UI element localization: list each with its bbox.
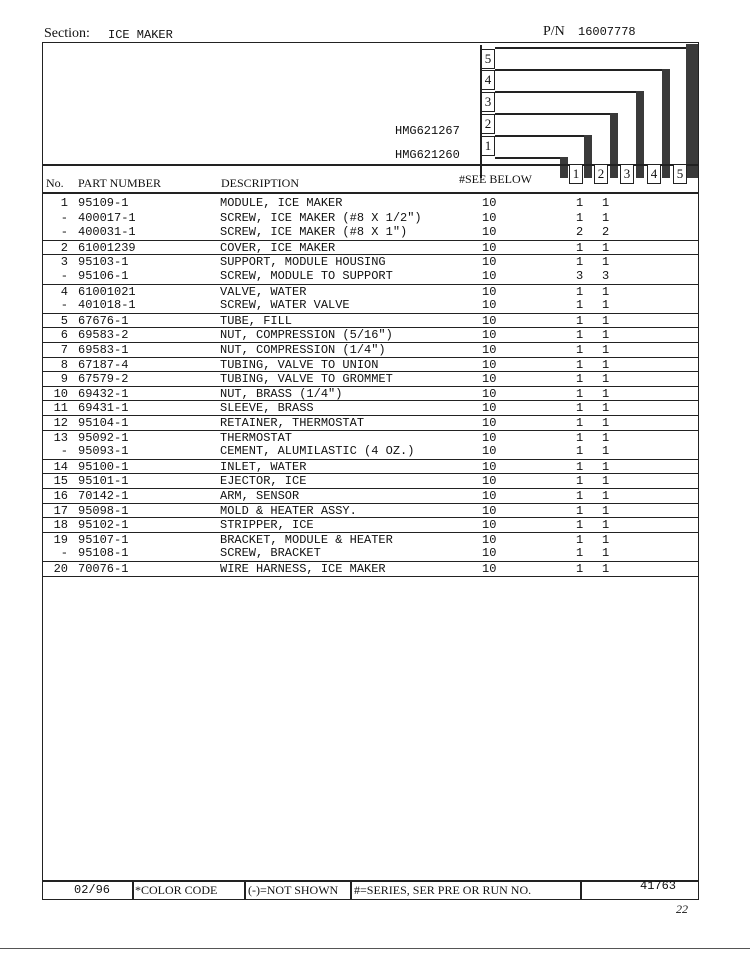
- row-qty-1: 1: [576, 532, 584, 547]
- row-description: CEMENT, ALUMILASTIC (4 OZ.): [220, 444, 415, 459]
- col-4: 4: [647, 164, 661, 184]
- row-qty-2: 1: [602, 343, 610, 357]
- footer-series: #=SERIES, SER PRE OR RUN NO.: [354, 883, 532, 897]
- footer-doc-no: 41763: [640, 879, 677, 893]
- row-qty-1: 1: [576, 284, 584, 299]
- row-description: WIRE HARNESS, ICE MAKER: [220, 562, 386, 576]
- row-qty-1: 1: [576, 298, 584, 313]
- row-qty-2: 1: [602, 313, 610, 328]
- row-code: 10: [482, 343, 497, 357]
- row-code: 10: [482, 416, 497, 430]
- row-no: 6: [60, 328, 68, 343]
- row-description: NUT, COMPRESSION (5/16"): [220, 328, 393, 343]
- row-part-number: 67187-4: [78, 357, 129, 372]
- row-qty-1: 3: [576, 269, 584, 283]
- row-description: EJECTOR, ICE: [220, 474, 307, 489]
- row-part-number: 67579-2: [78, 372, 129, 387]
- col-no: No.: [46, 176, 64, 190]
- row-code: 10: [482, 474, 497, 489]
- row-no: 2: [60, 240, 68, 255]
- row-part-number: 95103-1: [78, 255, 129, 270]
- row-part-number: 400031-1: [78, 225, 136, 240]
- row-qty-1: 1: [576, 328, 584, 343]
- row-qty-1: 1: [576, 489, 584, 503]
- row-part-number: 95101-1: [78, 474, 129, 489]
- row-qty-2: 1: [602, 430, 610, 445]
- row-code: 10: [482, 459, 497, 474]
- row-code: 10: [482, 430, 497, 445]
- table-row: [42, 473, 699, 489]
- row-qty-2: 1: [602, 503, 610, 518]
- row-qty-1: 1: [576, 459, 584, 474]
- row-qty-1: 1: [576, 518, 584, 533]
- row-qty-1: 1: [576, 401, 584, 416]
- row-qty-2: 1: [602, 284, 610, 299]
- row-part-number: 61001021: [78, 284, 136, 299]
- row-description: ARM, SENSOR: [220, 489, 300, 503]
- row-qty-1: 1: [576, 386, 584, 401]
- row-description: TUBING, VALVE TO UNION: [220, 357, 379, 372]
- row-part-number: 95107-1: [78, 532, 129, 547]
- table-row: [42, 269, 699, 284]
- row-part-number: 95104-1: [78, 416, 129, 430]
- table-row: [42, 430, 699, 446]
- row-no: 15: [53, 474, 68, 489]
- section-label: Section:: [44, 26, 90, 41]
- table-row: [42, 517, 699, 533]
- row-description: SCREW, ICE MAKER (#8 X 1"): [220, 225, 408, 240]
- row-part-number: 69583-1: [78, 343, 129, 357]
- row-description: SLEEVE, BRASS: [220, 401, 314, 416]
- row-no: 9: [60, 372, 68, 387]
- section-name: ICE MAKER: [108, 28, 173, 42]
- model-box-2: 2: [481, 114, 495, 134]
- table-row: [42, 400, 699, 416]
- row-description: SCREW, BRACKET: [220, 546, 321, 561]
- row-part-number: 95092-1: [78, 430, 129, 445]
- row-qty-2: 1: [602, 546, 610, 561]
- row-qty-1: 1: [576, 372, 584, 387]
- row-no: 3: [60, 255, 68, 270]
- row-no: 16: [53, 489, 68, 503]
- table-row: [42, 254, 699, 270]
- row-description: VALVE, WATER: [220, 284, 307, 299]
- row-qty-1: 1: [576, 474, 584, 489]
- row-code: 10: [482, 284, 497, 299]
- row-qty-1: 1: [576, 240, 584, 255]
- row-part-number: 61001239: [78, 240, 136, 255]
- pn-value: 16007778: [578, 25, 636, 39]
- row-part-number: 70076-1: [78, 562, 129, 576]
- row-part-number: 95098-1: [78, 503, 129, 518]
- row-part-number: 67676-1: [78, 313, 129, 328]
- model-box-1: 1: [481, 136, 495, 156]
- row-qty-2: 1: [602, 386, 610, 401]
- row-part-number: 95108-1: [78, 546, 129, 561]
- table-row: [42, 357, 699, 373]
- row-code: 10: [482, 401, 497, 416]
- row-description: INLET, WATER: [220, 459, 307, 474]
- row-qty-2: 1: [602, 196, 610, 210]
- row-part-number: 95100-1: [78, 459, 129, 474]
- table-row: [42, 444, 699, 459]
- row-description: NUT, COMPRESSION (1/4"): [220, 343, 386, 357]
- table-row: [42, 561, 699, 577]
- row-qty-2: 1: [602, 210, 610, 225]
- col-part-number: PART NUMBER: [78, 176, 161, 190]
- table-row: [42, 415, 699, 431]
- row-code: 10: [482, 269, 497, 283]
- footer-date: 02/96: [74, 883, 111, 897]
- row-code: 10: [482, 372, 497, 387]
- row-qty-1: 1: [576, 313, 584, 328]
- row-part-number: 95093-1: [78, 444, 129, 459]
- table-row: [42, 371, 699, 387]
- row-description: BRACKET, MODULE & HEATER: [220, 532, 393, 547]
- row-description: MODULE, ICE MAKER: [220, 196, 343, 210]
- row-qty-1: 1: [576, 196, 584, 210]
- row-qty-2: 1: [602, 357, 610, 372]
- row-code: 10: [482, 386, 497, 401]
- row-description: THERMOSTAT: [220, 430, 293, 445]
- row-qty-1: 1: [576, 430, 584, 445]
- row-no: 1: [60, 196, 68, 210]
- row-no: 19: [53, 532, 68, 547]
- model-a: HMG621267: [395, 124, 460, 138]
- row-no: -: [60, 444, 68, 459]
- row-description: COVER, ICE MAKER: [220, 240, 336, 255]
- row-qty-1: 1: [576, 255, 584, 270]
- page-note: 22: [676, 902, 688, 916]
- row-part-number: 69431-1: [78, 401, 129, 416]
- row-part-number: 69583-2: [78, 328, 129, 343]
- row-qty-2: 3: [602, 269, 610, 283]
- row-code: 10: [482, 444, 497, 459]
- row-code: 10: [482, 503, 497, 518]
- table-row: [42, 546, 699, 561]
- row-no: 10: [53, 386, 68, 401]
- table-row: [42, 284, 699, 300]
- row-no: 7: [60, 343, 68, 357]
- row-description: STRIPPER, ICE: [220, 518, 314, 533]
- table-row: [42, 532, 699, 548]
- row-no: -: [60, 225, 68, 240]
- row-code: 10: [482, 196, 497, 210]
- row-qty-2: 1: [602, 459, 610, 474]
- row-no: -: [60, 546, 68, 561]
- row-qty-1: 1: [576, 357, 584, 372]
- row-qty-2: 1: [602, 518, 610, 533]
- table-row: [42, 386, 699, 402]
- pn-label: P/N: [543, 24, 565, 39]
- table-row: [42, 240, 699, 256]
- row-code: 10: [482, 489, 497, 503]
- row-description: MOLD & HEATER ASSY.: [220, 503, 357, 518]
- row-qty-1: 1: [576, 444, 584, 459]
- row-code: 10: [482, 240, 497, 255]
- row-no: 17: [53, 503, 68, 518]
- row-qty-2: 1: [602, 328, 610, 343]
- table-row: [42, 211, 699, 226]
- row-description: SUPPORT, MODULE HOUSING: [220, 255, 386, 270]
- model-box-4: 4: [481, 70, 495, 90]
- model-box-5: 5: [481, 49, 495, 69]
- row-qty-1: 1: [576, 503, 584, 518]
- row-qty-2: 1: [602, 562, 610, 576]
- row-code: 10: [482, 562, 497, 576]
- table-row: [42, 225, 699, 240]
- row-qty-2: 1: [602, 532, 610, 547]
- col-5: 5: [673, 164, 687, 184]
- row-no: -: [60, 269, 68, 283]
- row-code: 10: [482, 546, 497, 561]
- row-part-number: 69432-1: [78, 386, 129, 401]
- row-qty-2: 1: [602, 474, 610, 489]
- row-code: 10: [482, 328, 497, 343]
- row-qty-1: 1: [576, 562, 584, 576]
- col-1: 1: [569, 164, 583, 184]
- row-qty-2: 1: [602, 401, 610, 416]
- row-code: 10: [482, 357, 497, 372]
- row-qty-1: 2: [576, 225, 584, 240]
- row-qty-2: 1: [602, 416, 610, 430]
- row-qty-2: 1: [602, 240, 610, 255]
- row-qty-2: 2: [602, 225, 610, 240]
- row-qty-2: 1: [602, 489, 610, 503]
- table-row: [42, 459, 699, 475]
- row-description: SCREW, ICE MAKER (#8 X 1/2"): [220, 210, 422, 225]
- row-qty-2: 1: [602, 372, 610, 387]
- row-description: SCREW, WATER VALVE: [220, 298, 350, 313]
- row-qty-1: 1: [576, 343, 584, 357]
- row-code: 10: [482, 225, 497, 240]
- col-description: DESCRIPTION: [221, 176, 300, 190]
- row-no: 8: [60, 357, 68, 372]
- row-description: NUT, BRASS (1/4"): [220, 386, 343, 401]
- row-code: 10: [482, 255, 497, 270]
- row-part-number: 400017-1: [78, 210, 136, 225]
- row-no: 12: [53, 416, 68, 430]
- row-part-number: 95106-1: [78, 269, 129, 283]
- row-qty-2: 1: [602, 255, 610, 270]
- row-qty-1: 1: [576, 546, 584, 561]
- col-2: 2: [594, 164, 608, 184]
- row-description: RETAINER, THERMOSTAT: [220, 416, 365, 430]
- table-row: [42, 488, 699, 504]
- row-code: 10: [482, 518, 497, 533]
- row-no: 20: [53, 562, 68, 576]
- row-code: 10: [482, 210, 497, 225]
- row-qty-2: 1: [602, 298, 610, 313]
- model-box-3: 3: [481, 92, 495, 112]
- row-code: 10: [482, 532, 497, 547]
- row-no: 18: [53, 518, 68, 533]
- row-part-number: 401018-1: [78, 298, 136, 313]
- table-row: [42, 503, 699, 519]
- footer-not-shown: (-)=NOT SHOWN: [248, 883, 339, 897]
- row-part-number: 95102-1: [78, 518, 129, 533]
- col-3: 3: [620, 164, 634, 184]
- row-no: 5: [60, 313, 68, 328]
- model-b: HMG621260: [395, 148, 460, 162]
- col-see-below: #SEE BELOW: [459, 172, 532, 186]
- row-no: 4: [60, 284, 68, 299]
- table-row: [42, 196, 699, 211]
- row-qty-1: 1: [576, 416, 584, 430]
- footer-color-code: *COLOR CODE: [135, 883, 218, 897]
- table-row: [42, 342, 699, 358]
- row-description: TUBE, FILL: [220, 313, 293, 328]
- row-no: 14: [53, 459, 68, 474]
- row-description: SCREW, MODULE TO SUPPORT: [220, 269, 393, 283]
- row-description: TUBING, VALVE TO GROMMET: [220, 372, 393, 387]
- row-part-number: 95109-1: [78, 196, 129, 210]
- row-no: 13: [53, 430, 68, 445]
- table-row: [42, 313, 699, 329]
- row-no: -: [60, 298, 68, 313]
- row-no: -: [60, 210, 68, 225]
- row-no: 11: [53, 401, 68, 416]
- row-qty-2: 1: [602, 444, 610, 459]
- row-part-number: 70142-1: [78, 489, 129, 503]
- table-row: [42, 298, 699, 313]
- row-code: 10: [482, 298, 497, 313]
- row-code: 10: [482, 313, 497, 328]
- table-row: [42, 327, 699, 343]
- row-qty-1: 1: [576, 210, 584, 225]
